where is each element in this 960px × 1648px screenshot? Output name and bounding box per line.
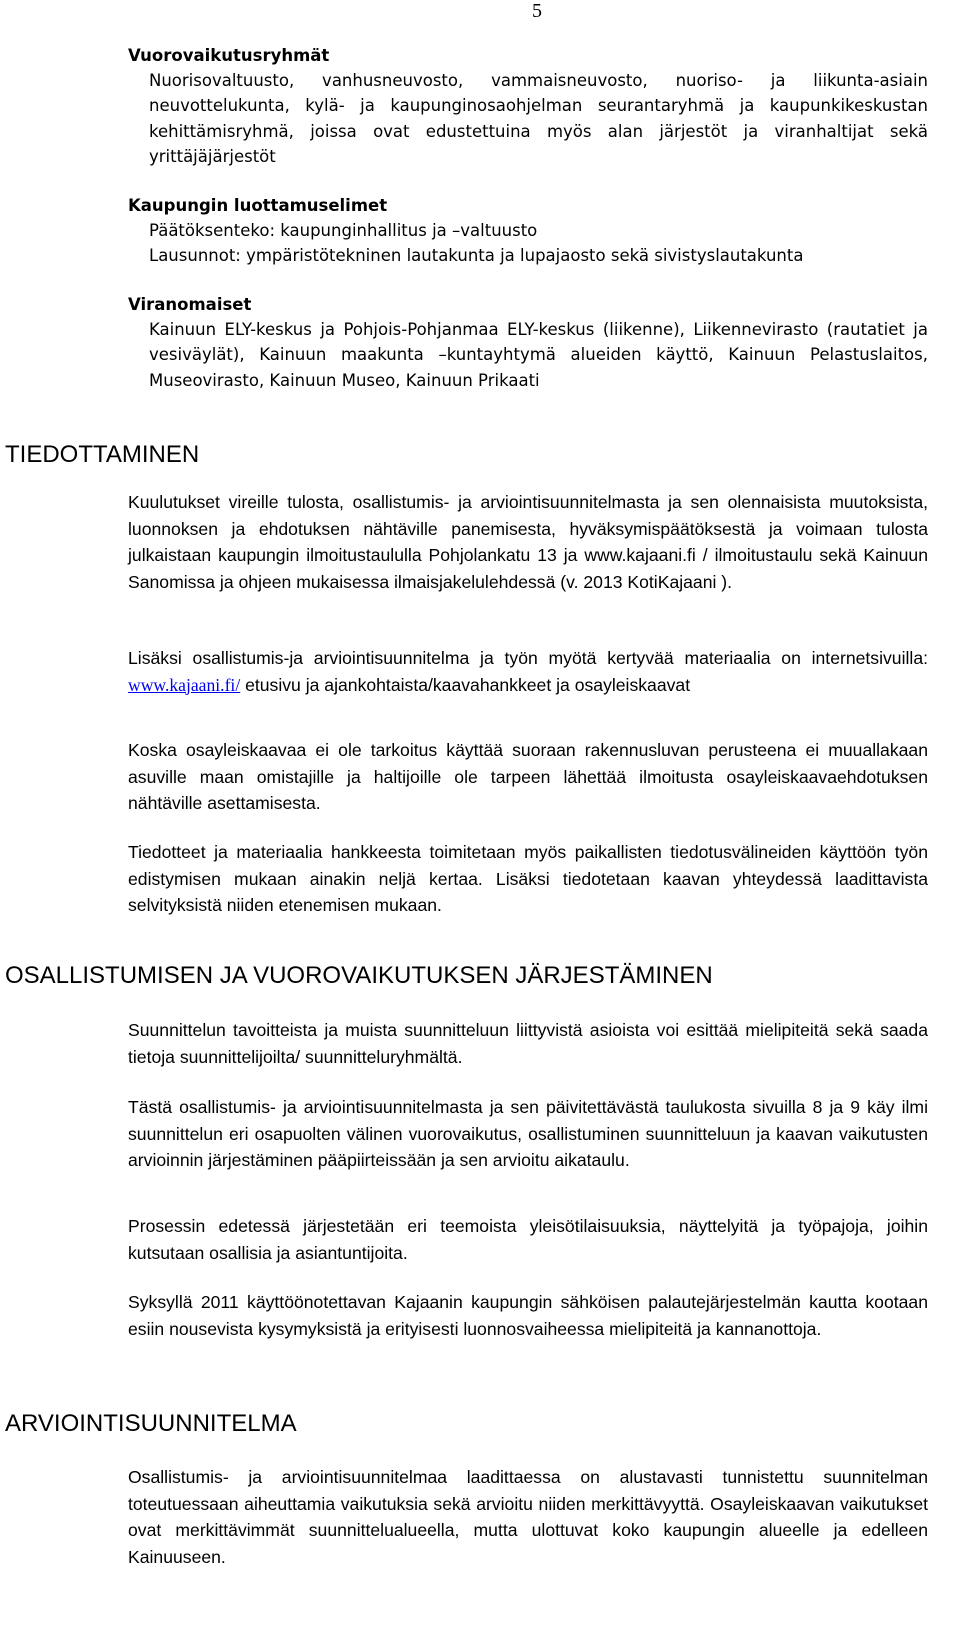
section-heading-tiedottaminen: TIEDOTTAMINEN: [5, 441, 200, 468]
paragraph: Prosessin edetessä järjestetään eri teemoista yleisötilaisuuksia, näyttelyitä ja työpajoja, joihin kutsutaan osallisia ja asiantuntijoita.: [128, 1216, 928, 1263]
group-body: [128, 317, 928, 393]
paragraph: Osallistumis- ja arviointisuunnitelmaa laadittaessa on alustavasti tunnistettu suunnitelman toteutuessaan aiheuttamia vaikutuksia sekä arvioitu niiden merkittävyyttä. Osayleiskaavan vaikutukset ovat merkittävimmät suunnittelualueella, mutta ulottuvat koko kaupungin alueelle ja edelleen Kainuuseen.: [128, 1467, 928, 1567]
group-body: [128, 68, 928, 169]
paragraph: Kuulutukset vireille tulosta, osallistumis- ja arviointisuunnitelmasta ja sen olennaisista muutoksista, luonnoksen ja ehdotuksen nähtäville panemisesta, hyväksymispäätöksestä ja voimaan tulosta julkaistaan kaupungin ilmoitustaululla Pohjolankatu 13 ja www.kajaani.fi / ilmoitustaulu sekä Kainuun Sanomissa ja ohjeen mukaisessa ilmaisjakelulehdessä (v. 2013 KotiKajaani ).: [128, 492, 928, 592]
paragraph: Koska osayleiskaavaa ei ole tarkoitus käyttää suoraan rakennusluvan perusteena ei muuallakaan asuville maan omistajille ja haltijoille ole tarpeen lähettää ilmoitusta osayleiskaavaehdotuksen nähtäville asettamisesta.: [128, 740, 928, 814]
group-line: Päätöksenteko: kaupunginhallitus ja –valtuusto: [149, 221, 538, 240]
group-title: Viranomaiset: [128, 295, 252, 314]
paragraph: Syksyllä 2011 käyttöönotettavan Kajaanin kaupungin sähköisen palautejärjestelmän kautta kootaan esiin nousevista kysymyksistä ja erityisesti luonnosvaiheessa mielipiteitä ja kannanottoja.: [128, 1292, 928, 1339]
group-title: Vuorovaikutusryhmät: [128, 46, 330, 65]
paragraph-text: Lisäksi osallistumis-ja arviointisuunnitelma ja työn myötä kertyvää materiaalia on internetsivuilla:: [128, 648, 928, 668]
page-number: 5: [532, 0, 542, 22]
group-line: Lausunnot: ympäristötekninen lautakunta ja lupajaosto sekä sivistyslautakunta: [149, 246, 804, 266]
group-luottamuselimet: [128, 193, 928, 269]
paragraph: Tästä osallistumis- ja arviointisuunnitelmasta ja sen päivitettävästä taulukosta sivuilla 8 ja 9 käy ilmi suunnittelun eri osapuolten välinen vuorovaikutus, osallistuminen suunnitteluun ja kaavan vaikutusten arvioinnin järjestäminen pääpiirteissään ja sen arvioitu aikataulu.: [128, 1097, 928, 1171]
group-line: Nuorisovaltuusto, vanhusneuvosto, vammaisneuvosto, nuoriso- ja liikunta-asiain neuvottelukunta, kylä- ja kaupunginosaohjelman seurantaryhmä ja kaupunkikeskustan kehittämisryhmä, joissa ovat edustettuina myös alan järjestöt ja viranhaltijat sekä yrittäjäjärjestöt: [149, 71, 928, 166]
kajaani-link[interactable]: www.kajaani.fi/: [128, 674, 241, 695]
section-heading-osallistuminen: OSALLISTUMISEN JA VUOROVAIKUTUKSEN JÄRJESTÄMINEN: [5, 962, 713, 989]
section-heading-arviointisuunnitelma: ARVIOINTISUUNNITELMA: [5, 1410, 297, 1437]
paragraph: Tiedotteet ja materiaalia hankkeesta toimitetaan myös paikallisten tiedotusvälineiden käyttöön työn edistymisen mukaan ainakin neljä kertaa. Lisäksi tiedotetaan kaavan yhteydessä laadittavista selvityksistä niiden etenemisen mukaan.: [128, 842, 928, 916]
group-body: [128, 218, 928, 269]
paragraph: Suunnittelun tavoitteista ja muista suunnitteluun liittyvistä asioista voi esittää mielipiteitä sekä saada tietoja suunnittelijoilta/ suunnitteluryhmältä.: [128, 1020, 928, 1067]
paragraph-with-link: [128, 645, 928, 698]
paragraph-text: etusivu ja ajankohtaista/kaavahankkeet ja osayleiskaavat: [240, 674, 691, 695]
group-viranomaiset: [128, 292, 928, 393]
group-line: Kainuun ELY-keskus ja Pohjois-Pohjanmaa ELY-keskus (liikenne), Liikennevirasto (rautatiet ja vesiväylät), Kainuun maakunta –kuntayhtymä alueiden käyttö, Kainuun Pelastuslaitos, Museovirasto, Kainuun Museo, Kainuun Prikaati: [149, 320, 928, 390]
group-vuorovaikutusryhmat: [128, 43, 928, 169]
group-title: Kaupungin luottamuselimet: [128, 196, 388, 215]
